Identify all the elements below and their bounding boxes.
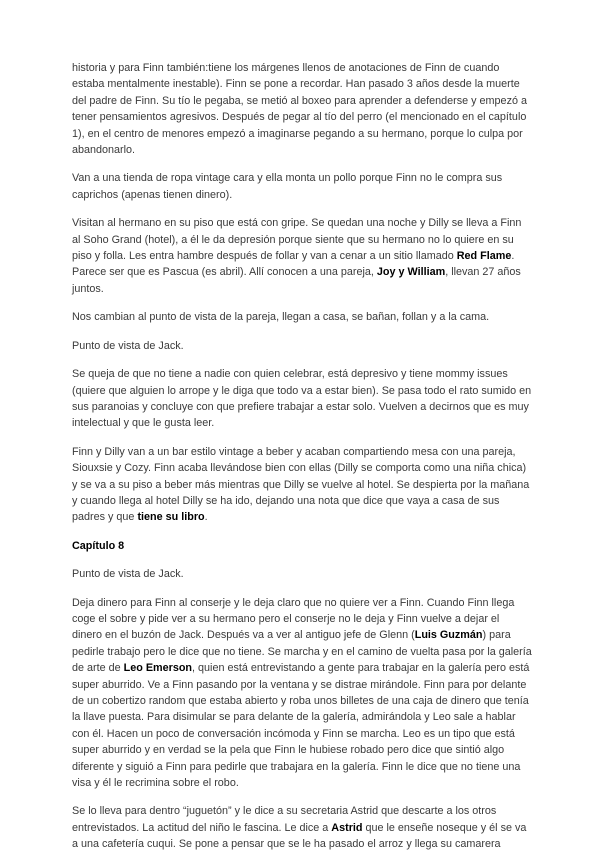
paragraph-9	[72, 595, 532, 792]
text-run: Punto de vista de Jack.	[72, 568, 184, 581]
text-run: .	[204, 511, 208, 524]
paragraph-5	[72, 338, 532, 354]
text-run: Punto de vista de Jack.	[72, 339, 184, 352]
text-run: que le enseñe noseque y él se va a una cafetería cuqui. Se pone a pensar que se le ha pasado el arroz y llega su camarera	[72, 821, 527, 851]
text-run: Finn y Dilly van a un bar estilo vintage a beber y acaban compartiendo mesa con una pareja, Siouxsie y Cozy. Finn acaba llevándose bien con ellas (Dilly se comporta como una niña chica) y se va a su piso a beber más mientras que Dilly se vuelve al hotel. Se despierta por la mañana y cuando llega al hotel Dilly se ha ido, dejando una nota que dice que vaya a casa de sus padres y que	[72, 445, 530, 524]
text-run: , llevan 27 años juntos.	[72, 266, 521, 295]
paragraph-10	[72, 803, 532, 852]
paragraph-3	[72, 215, 532, 297]
paragraph-1	[72, 60, 532, 158]
paragraph-7	[72, 444, 532, 526]
paragraph-2	[72, 170, 532, 203]
text-run: historia y para Finn también:tiene los márgenes llenos de anotaciones de Finn de cuando estaba mentalmente inestable). Finn se pone a recordar. Han pasado 3 años desde la muerte del padre de Finn. Su tío le pegaba, se metió al boxeo para aprender a defenderse y empezó a tener pensamientos agresivos. Después de pegar al tío del perro (el mencionado en el capítulo 1), en el centro de menores empezó a imaginarse pegando a su hermano, porque lo culpa por abandonarlo.	[72, 62, 527, 157]
paragraph-4	[72, 309, 532, 325]
person-name: Astrid	[331, 821, 363, 834]
text-run: Se queja de que no tiene a nadie con quien celebrar, está depresivo y tiene mommy issues (quiere que alguien lo arrope y le diga que todo va a estar bien). Se pasa todo el rato sumido en sus paranoias y concluye con que prefiere trabajar a estar solo. Vuelven a decirnos que es muy intelectual y que le gusta leer.	[72, 368, 532, 430]
text-run: Van a una tienda de ropa vintage cara y ella monta un pollo porque Finn no le compra sus caprichos (apenas tienen dinero).	[72, 172, 503, 201]
document-page	[72, 60, 532, 865]
text-run: , quien está entrevistando a gente para trabajar en la galería pero está super aburrido. Ve a Finn pasando por la ventana y se distrae mirándole. Finn para por delante de un cobertizo random que estaba abierto y roba unos billetes de una caja de dinero que tenía la llave puesta. Para disimular se para delante de la galería, admirándola y Leo sale a hablar con él. Hacen un poco de conversación incómoda y Finn se marcha. Leo es un tipo que está super aburrido y en verdad se la pela que Finn le hubiese robado pero dice que sintió algo diferente y siguió a Finn para pedirle que trabajara en la galería. Finn le dice que no tiene una visa y él le recrimina sobre el robo.	[72, 662, 530, 790]
chapter-heading: Capítulo 8	[72, 539, 125, 552]
text-run: Nos cambian al punto de vista de la pareja, llegan a casa, se bañan, follan y a la cama.	[72, 311, 490, 324]
text-run: ) para pedirle trabajo pero le dice que no tiene. Se marcha y en el camino de vuelta pasa por la galería de arte de	[72, 629, 532, 675]
paragraph-6	[72, 366, 532, 432]
bold-phrase: tiene su libro	[137, 511, 205, 524]
text-run: Visitan al hermano en su piso que está con gripe. Se quedan una noche y Dilly se lleva a Finn al Soho Grand (hotel), a él le da depresión porque siente que su hermano no lo quiere en su piso y folla. Les entra hambre después de follar y van a cenar a un sitio llamado	[72, 217, 522, 263]
person-name: Leo Emerson	[123, 662, 193, 675]
couple-names: Joy y William	[376, 266, 446, 279]
text-run: . Parece ser que es Pascua (es abril). Allí conocen a una pareja,	[72, 250, 515, 279]
person-name: Luis Guzmán	[414, 629, 483, 642]
restaurant-name: Red Flame	[456, 250, 512, 263]
text-run: Se lo lleva para dentro “juguetón” y le dice a su secretaria Astrid que descarte a los otros entrevistados. La actitud del niño le fascina. Le dice a	[72, 805, 497, 834]
paragraph-8	[72, 566, 532, 582]
text-run: Deja dinero para Finn al conserje y le deja claro que no quiere ver a Finn. Cuando Finn llega coge el sobre y pide ver a su hermano pero el conserje no le deja y Finn vuelve a dejar el dinero en el buzón de Jack. Después va a ver al antiguo jefe de Glenn (	[72, 596, 515, 642]
